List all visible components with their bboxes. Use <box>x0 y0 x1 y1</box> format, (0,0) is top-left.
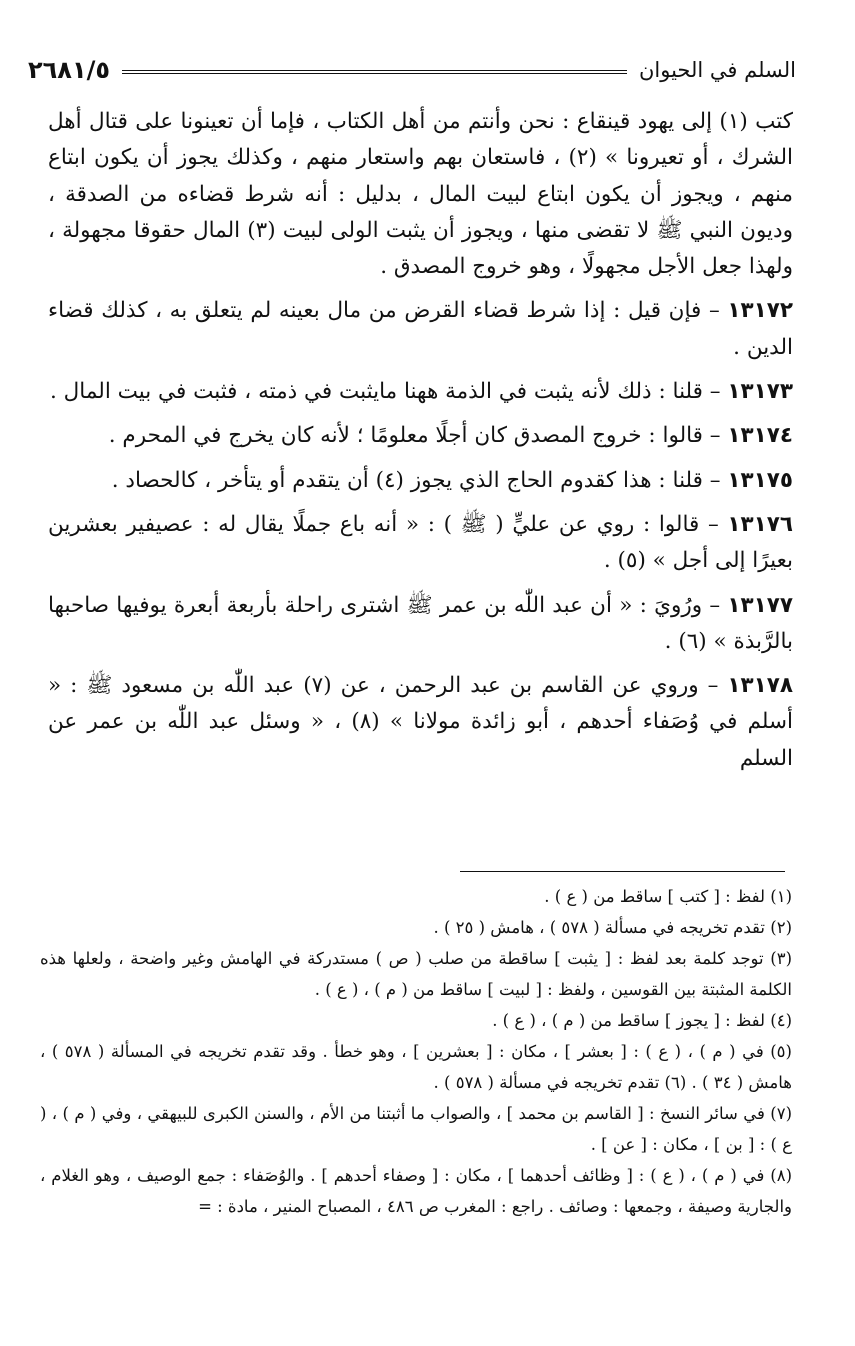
paragraph-number: ١٣١٧٣ <box>727 379 793 405</box>
paragraph <box>48 668 793 777</box>
footnote: (٧) في سائر النسخ : [ القاسم بن محمد ] ، والصواب ما أثبتنا من الأم ، والسنن الكبرى للبيهقي ، وفي ( م ) ، ( ع ) : [ بن ] ، مكان : [ عن ] . <box>40 1104 792 1154</box>
chapter-title: السلم في الحيوان <box>638 58 796 82</box>
paragraph-text: – وروي عن القاسم بن عبد الرحمن ، عن (٧) عبد اللّٰه بن مسعود ﷺ : « أسلم في وُصَفاء أحدهم ، أبو زائدة مولانا » (٨) ، « وسئل عبد اللّٰه بن عمر عن السلم <box>48 673 793 771</box>
page-number: ٢٦٨١/٥ <box>28 56 111 84</box>
header-rule <box>122 70 627 74</box>
main-text <box>48 104 793 785</box>
footnote: (٢) تقدم تخريجه في مسألة ( ٥٧٨ ) ، هامش ( ٢٥ ) . <box>433 918 792 937</box>
paragraph-text: – ورُويَ : « أن عبد اللّٰه بن عمر ﷺ اشترى راحلة بأربعة أبعرة يوفيها صاحبها بالرَّبذة » (٦) . <box>48 592 793 654</box>
paragraph <box>48 418 793 454</box>
footnote-divider <box>460 871 785 872</box>
paragraph-number: ١٣١٧٤ <box>727 423 793 449</box>
footnote: (٥) في ( م ) ، ( ع ) : [ بعشر ] ، مكان : [ بعشرين ] ، وهو خطأ . وقد تقدم تخريجه في المسألة ( ٥٧٨ ) ، هامش ( ٣٤ ) . (٦) تقدم تخريجه في مسألة ( ٥٧٨ ) . <box>40 1042 792 1092</box>
paragraph-text: – قالوا : روي عن عليٍّ ( ﷺ ) : « أنه باع جملًا يقال له : عصيفير بعشرين بعيرًا إلى أجل » (٥) . <box>48 511 793 574</box>
paragraph-text: – فإن قيل : إذا شرط قضاء القرض من مال بعينه لم يتعلق به ، كذلك قضاء الدين . <box>48 298 793 360</box>
paragraph-number: ١٣١٧٦ <box>727 511 793 537</box>
footnote: (٣) توجد كلمة بعد لفظ : [ يثبت ] ساقطة من صلب ( ص ) مستدركة في الهامش وغير واضحة ، ولعلها هذه الكلمة المثبتة بين القوسين ، ولفظ : [ لبيت ] ساقط من ( م ) ، ( ع ) . <box>40 949 792 999</box>
paragraph <box>48 374 793 410</box>
paragraph <box>48 588 793 661</box>
paragraph-number: ١٣١٧٥ <box>727 467 793 493</box>
running-header <box>28 50 796 90</box>
paragraph <box>48 463 793 499</box>
paragraph-number: ١٣١٧٢ <box>727 298 793 324</box>
paragraph-text: – قالوا : خروج المصدق كان أجلًا معلومًا ؛ لأنه كان يخرج في المحرم . <box>108 423 728 449</box>
paragraph <box>48 507 793 580</box>
footnote: (١) لفظ : [ كتب ] ساقط من ( ع ) . <box>544 887 792 906</box>
paragraph-text: – قلنا : هذا كقدوم الحاج الذي يجوز (٤) أن يتقدم أو يتأخر ، كالحصاد . <box>111 467 728 493</box>
footnote: (٤) لفظ : [ يجوز ] ساقط من ( م ) ، ( ع ) . <box>492 1011 792 1030</box>
paragraph <box>48 104 793 285</box>
paragraph-text: – قلنا : ذلك لأنه يثبت في الذمة ههنا مايثبت في ذمته ، فثبت في بيت المال . <box>50 379 728 405</box>
footnote: (٨) في ( م ) ، ( ع ) : [ وظائف أحدهما ] ، مكان : [ وصفاء أحدهم ] . والوُصَفاء : جمع الوصيف ، وهو الغلام ، والجارية وصيفة ، وجمعها : وصائف . راجع : المغرب ص ٤٨٦ ، المصباح المنير ، مادة : = <box>40 1166 792 1216</box>
paragraph-number: ١٣١٧٨ <box>727 673 793 699</box>
paragraph-number: ١٣١٧٧ <box>727 592 793 618</box>
paragraph <box>48 293 793 366</box>
footnotes <box>40 881 792 1222</box>
paragraph-text: كتب (١) إلى يهود قينقاع : نحن وأنتم من أهل الكتاب ، فإما أن تعينونا على قتال أهل الشرك ، أو تعيرونا » (٢) ، فاستعان بهم واستعار منهم ، وكذلك يجوز أن يكون ابتاع منهم ، ويجوز أن يكون ابتاع لبيت المال ، بدليل : أنه شرط قضاءه من الصدقة ، وديون النبي ﷺ لا تقضى منها ، ويجوز أن يثبت الولى لبيت (٣) المال حقوقا مجهولة ، ولهذا جعل الأجل مجهولًا ، وهو خروج المصدق . <box>48 109 794 280</box>
